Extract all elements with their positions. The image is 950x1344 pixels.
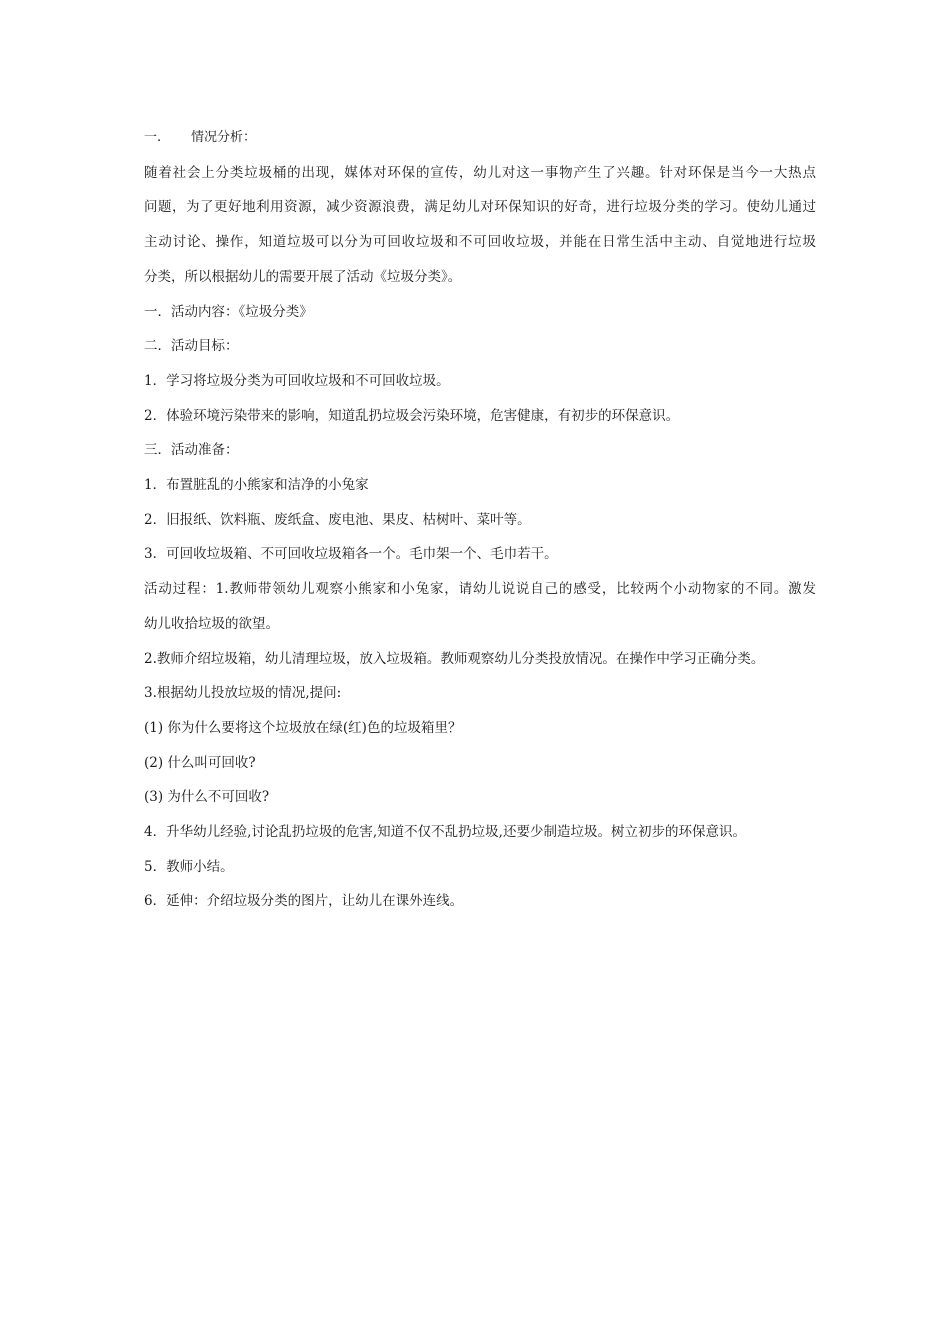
question-item-2: (2) 什么叫可回收? (144, 754, 256, 771)
process-line-10: 6．延伸：介绍垃圾分类的图片，让幼儿在课外连线。 (144, 893, 464, 910)
process-line-3: 2.教师介绍垃圾箱，幼儿清理垃圾，放入垃圾箱。教师观察幼儿分类投放情况。在操作中学习正确分类。 (144, 650, 765, 667)
prep-item-2: 2．旧报纸、饮料瓶、废纸盒、废电池、果皮、枯树叶、菜叶等。 (144, 511, 531, 528)
prep-item-3: 3．可回收垃圾箱、不可回收垃圾箱各一个。毛巾架一个、毛巾若干。 (144, 546, 558, 563)
section-heading-title: 情况分析： (191, 130, 257, 145)
goal-item-1: 1．学习将垃圾分类为可回收垃圾和不可回收垃圾。 (144, 372, 450, 389)
prep-item-1: 1．布置脏乱的小熊家和洁净的小兔家 (144, 477, 369, 494)
process-line-1: 活动过程：1.教师带领幼儿观察小熊家和小兔家，请幼儿说说自己的感受，比较两个小动物家的不同。激发 (144, 581, 816, 598)
question-item-1: (1) 你为什么要将这个垃圾放在绿(红)色的垃圾箱里？ (144, 719, 462, 736)
section-heading-situation (144, 121, 816, 156)
goal-item-2: 2．体验环境污染带来的影响，知道乱扔垃圾会污染环境，危害健康，有初步的环保意识。 (144, 407, 680, 424)
document-body (144, 121, 816, 919)
process-line-8: 4．升华幼儿经验,讨论乱扔垃圾的危害,知道不仅不乱扔垃圾,还要少制造垃圾。树立初步的环保意识。 (144, 824, 746, 841)
analysis-line-4: 分类，所以根据幼儿的需要开展了活动《垃圾分类》。 (144, 268, 462, 285)
process-line-4: 3.根据幼儿投放垃圾的情况,提问: (144, 685, 342, 702)
question-item-3: (3) 为什么不可回收? (144, 789, 270, 806)
analysis-line-3: 主动讨论、操作，知道垃圾可以分为可回收垃圾和不可回收垃圾，并能在日常生活中主动、自觉地进行垃圾 (144, 234, 816, 251)
activity-content-line: 一．活动内容：《垃圾分类》 (144, 303, 313, 320)
section-heading-number: 一. (144, 130, 162, 145)
analysis-line-1: 随着社会上分类垃圾桶的出现，媒体对环保的宣传，幼儿对这一事物产生了兴趣。针对环保是当今一大热点 (144, 164, 816, 181)
process-line-9: 5．教师小结。 (144, 858, 234, 875)
prep-heading: 三．活动准备： (144, 442, 239, 459)
analysis-line-2: 问题，为了更好地利用资源，减少资源浪费，满足幼儿对环保知识的好奇，进行垃圾分类的学习。使幼儿通过 (144, 199, 816, 216)
goals-heading: 二．活动目标： (144, 338, 239, 355)
process-line-2: 幼儿收拾垃圾的欲望。 (144, 615, 279, 632)
